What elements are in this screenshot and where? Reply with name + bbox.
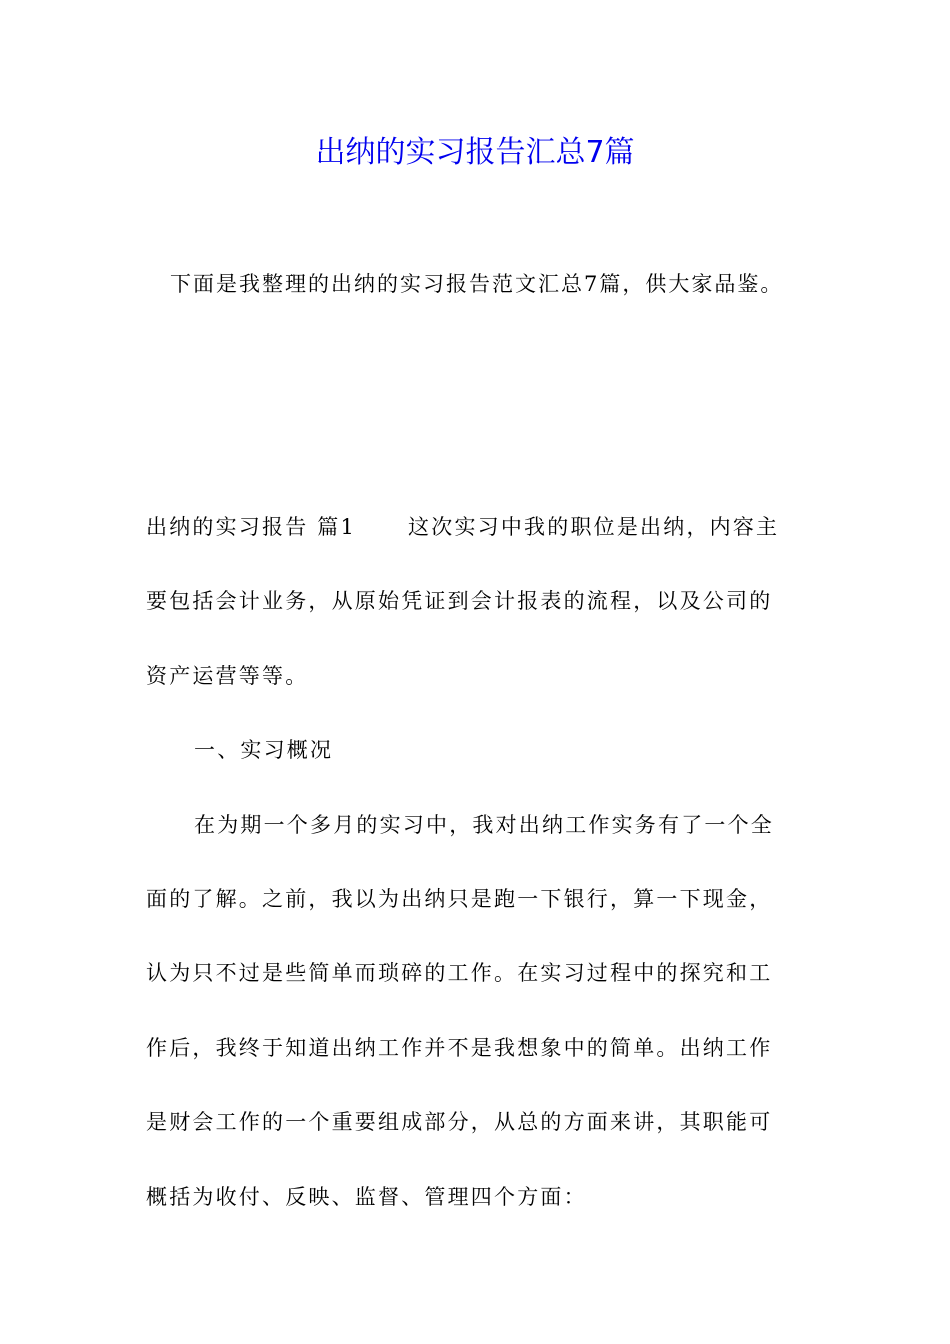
- body-line-10: 概括为收付、反映、监督、管理四个方面：: [146, 1184, 587, 1209]
- body-line-1: [146, 490, 826, 564]
- report-body: [146, 490, 826, 1234]
- body-line-9: 是财会工作的一个重要组成部分，从总的方面来讲，其职能可: [146, 1110, 773, 1135]
- body-text: 这次实习中我的职位是出纳，内容主: [408, 515, 780, 539]
- body-line-8: 作后，我终于知道出纳工作并不是我想象中的简单。出纳工作: [146, 1035, 773, 1060]
- body-line-2: 要包括会计业务，从原始凭证到会计报表的流程，以及公司的: [146, 589, 773, 614]
- body-line-3: 资产运营等等。: [146, 663, 309, 688]
- body-line-5: 在为期一个多月的实习中，我对出纳工作实务有了一个全: [194, 812, 774, 837]
- body-line-7: 认为只不过是些简单而琐碎的工作。在实习过程中的探究和工: [146, 961, 773, 986]
- subheading-overview: 一、实习概况: [194, 738, 334, 763]
- intro-paragraph: 下面是我整理的出纳的实习报告范文汇总7篇，供大家品鉴。: [170, 272, 784, 296]
- section-heading: 出纳的实习报告 篇1: [146, 515, 357, 539]
- document-title: 出纳的实习报告汇总7篇: [315, 135, 635, 170]
- body-line-6: 面的了解。之前，我以为出纳只是跑一下银行，算一下现金，: [146, 886, 773, 911]
